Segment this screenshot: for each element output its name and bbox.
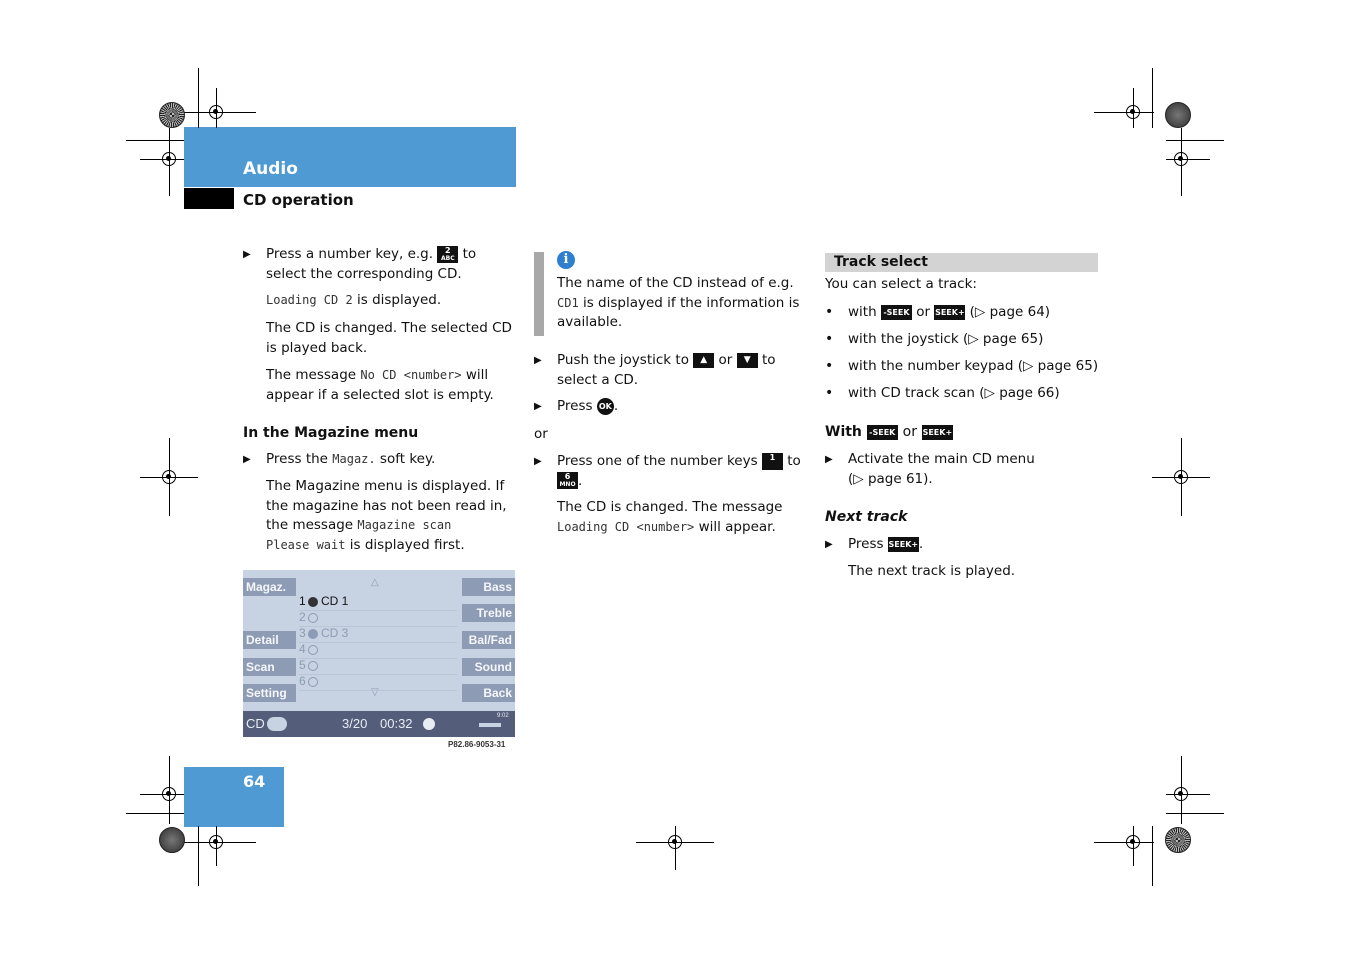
softkey-magaz[interactable]: Magaz. (243, 578, 296, 596)
bullet-dot: • (825, 358, 834, 374)
figure-caption: P82.86-9053-31 (448, 740, 506, 749)
bullet-arrow: ▶ (825, 539, 833, 550)
softkey-sound[interactable]: Sound (462, 658, 515, 676)
scroll-up-icon[interactable]: △ (371, 577, 379, 588)
empty-slot-icon (308, 613, 318, 623)
list-item[interactable]: 2 (299, 610, 457, 627)
number-key-2-icon: 2 ABC (437, 246, 458, 263)
signal-icon (479, 723, 501, 727)
step-press-seek-plus: Press SEEK+. (848, 536, 924, 552)
step-press-number-key: Press a number key, e.g. 2 ABC to select the corresponding CD. (266, 245, 477, 282)
cd-changed-text: The CD is changed. The selected CD is played back. (266, 320, 512, 356)
section-title: Audio (243, 159, 298, 179)
softkey-bal-fad[interactable]: Bal/Fad (462, 631, 515, 649)
track-select-intro: You can select a track: (825, 276, 977, 292)
list-item[interactable]: 3 CD 3 (299, 626, 457, 643)
header-marker (184, 188, 234, 209)
info-bar (534, 252, 544, 336)
seek-plus-icon: SEEK+ (888, 537, 919, 552)
seek-plus-icon: SEEK+ (934, 305, 965, 320)
page-number-box (184, 767, 284, 827)
status-time: 00:32 (380, 716, 413, 731)
info-text: The name of the CD instead of e.g. CD1 is displayed if the information is available. (557, 275, 800, 330)
magazine-menu-text: The Magazine menu is displayed. If the magazine has not been read in, the message Magazine scan Please wait is displayed first. (266, 478, 507, 553)
softkey-scan[interactable]: Scan (243, 658, 296, 676)
with-seek-heading: With -SEEK or SEEK+ (825, 424, 953, 440)
status-source: CD (246, 716, 265, 731)
bullet-keypad: with the number keypad (▷ page 65) (848, 358, 1099, 374)
header-band (184, 127, 516, 187)
arrow-up-icon: ▲ (693, 353, 714, 368)
magazine-heading: In the Magazine menu (243, 425, 419, 441)
number-key-6-icon: 6 MNO (557, 472, 578, 489)
scroll-down-icon[interactable]: ▽ (371, 687, 379, 698)
number-key-1-icon: 1 (762, 453, 783, 470)
list-item[interactable]: 4 (299, 642, 457, 659)
track-select-title: Track select (834, 254, 928, 270)
bullet-track-scan: with CD track scan (▷ page 66) (848, 385, 1060, 401)
magazine-screen (243, 570, 515, 737)
ok-button-icon: OK (597, 398, 614, 415)
softkey-treble[interactable]: Treble (462, 604, 515, 622)
arrow-down-icon: ▼ (737, 353, 758, 368)
list-item[interactable]: 6 (299, 674, 457, 691)
info-icon: i (557, 251, 575, 269)
empty-slot-icon (308, 661, 318, 671)
status-track: 3/20 (342, 716, 368, 731)
bullet-seek: with -SEEK or SEEK+ (▷ page 64) (848, 304, 1051, 320)
bullet-dot: • (825, 331, 834, 347)
page-number: 64 (243, 772, 266, 791)
next-track-heading: Next track (825, 509, 908, 525)
bullet-arrow: ▶ (534, 456, 542, 467)
no-cd-text: The message No CD <number> will appear if a selected slot is empty. (266, 367, 494, 403)
bullet-arrow: ▶ (534, 401, 542, 412)
loading-message: Loading CD 2 is displayed. (266, 292, 442, 308)
cd-icon (267, 717, 287, 731)
disc-icon (308, 629, 318, 639)
cd-changed-message: The CD is changed. The message Loading CD <number> will appear. (557, 499, 783, 535)
step-number-keys: Press one of the number keys 1 to 6 MNO . (557, 452, 801, 489)
subsection-title: CD operation (243, 191, 354, 209)
status-bar (243, 711, 515, 737)
empty-slot-icon (308, 677, 318, 687)
bullet-arrow: ▶ (825, 454, 833, 465)
empty-slot-icon (308, 645, 318, 655)
bullet-dot: • (825, 304, 834, 320)
step-press-ok: Press OK . (557, 398, 619, 414)
bullet-joystick: with the joystick (▷ page 65) (848, 331, 1044, 347)
softkey-back[interactable]: Back (462, 684, 515, 702)
clock: 9:02 (497, 713, 509, 719)
list-item[interactable]: 1 CD 1 (299, 594, 457, 611)
next-track-played: The next track is played. (848, 563, 1016, 579)
softkey-bass[interactable]: Bass (462, 578, 515, 596)
seek-plus-icon: SEEK+ (922, 425, 953, 440)
step-press-magaz: Press the Magaz. soft key. (266, 451, 436, 467)
seek-minus-icon: -SEEK (881, 305, 912, 320)
bullet-arrow: ▶ (243, 454, 251, 465)
softkey-detail[interactable]: Detail (243, 631, 296, 649)
bullet-arrow: ▶ (243, 249, 251, 260)
disc-status-icon (423, 718, 435, 730)
bullet-arrow: ▶ (534, 355, 542, 366)
bullet-dot: • (825, 385, 834, 401)
seek-minus-icon: -SEEK (867, 425, 898, 440)
step-activate-cd-menu: Activate the main CD menu (▷ page 61). (848, 451, 1035, 487)
disc-icon (308, 597, 318, 607)
or-text: or (534, 426, 548, 442)
step-joystick: Push the joystick to ▲ or ▼ to select a CD. (557, 352, 776, 388)
softkey-setting[interactable]: Setting (243, 684, 296, 702)
list-item[interactable]: 5 (299, 658, 457, 675)
